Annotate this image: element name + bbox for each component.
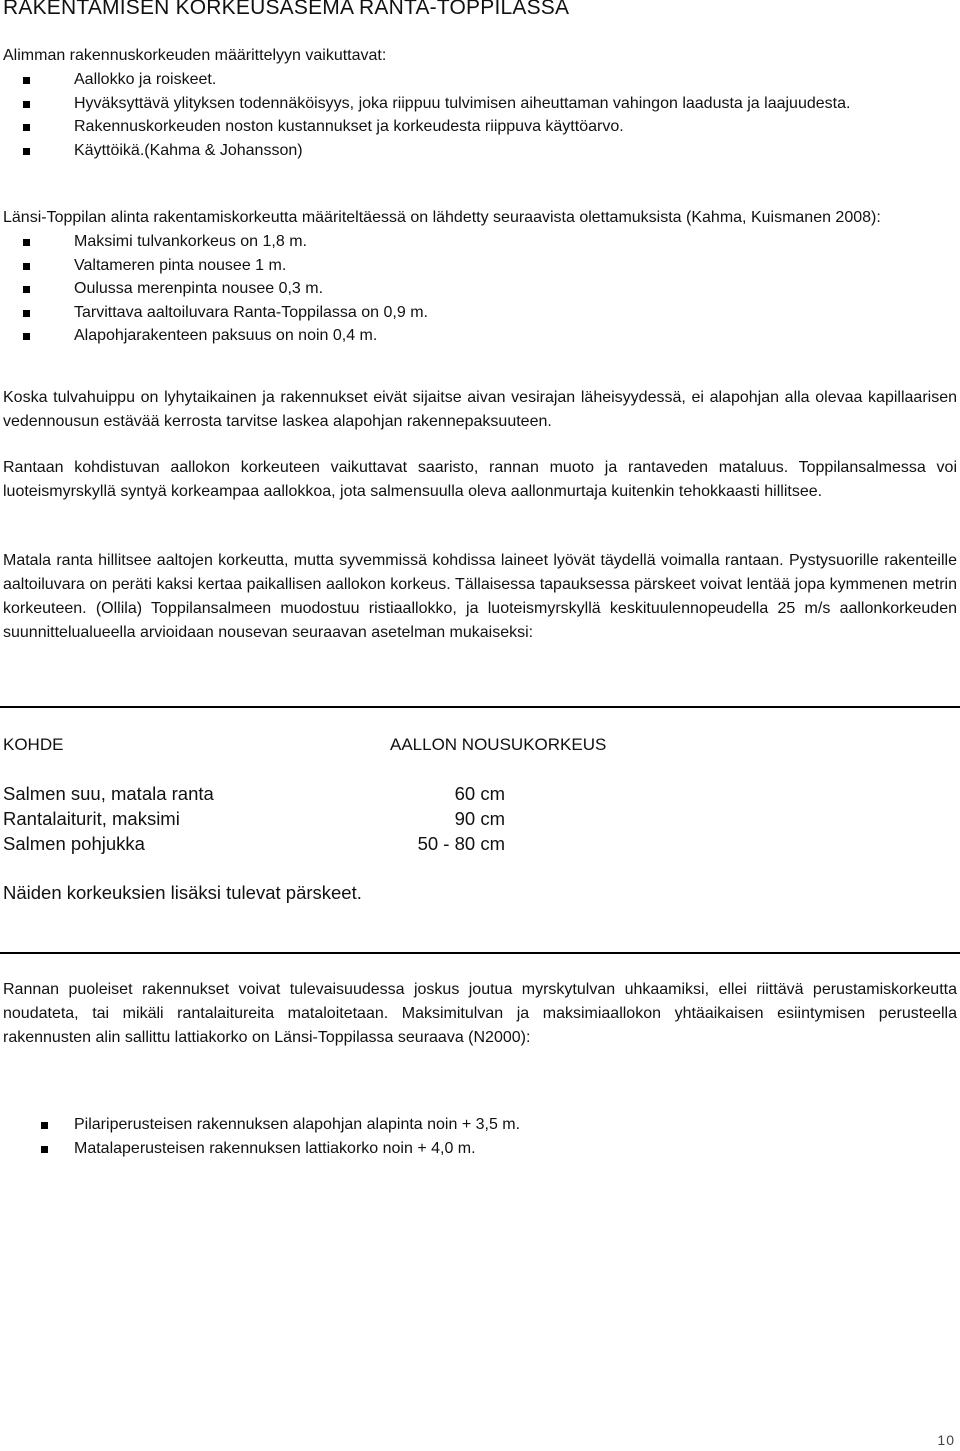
paragraph-capillary: Koska tulvahuippu on lyhytaikainen ja rakennukset eivät sijaitse aivan vesirajan läheisyydessä, ei alapohjan alla olevaa kapillaarisen vedennousun estävää kerrosta tarvitse laskea alapohjan rakennepaksuuteen. bbox=[3, 389, 957, 430]
bullet-square-icon bbox=[23, 101, 30, 108]
page-title: RAKENTAMISEN KORKEUSASEMA RANTA-TOPPILASSA bbox=[3, 0, 570, 19]
table-header-height: AALLON NOUSUKORKEUS bbox=[390, 735, 607, 754]
list-item: Valtameren pinta nousee 1 m. bbox=[3, 254, 957, 278]
list-item: Aallokko ja roiskeet. bbox=[3, 68, 957, 92]
list-item: Rakennuskorkeuden noston kustannukset ja korkeudesta riippuva käyttöarvo. bbox=[3, 115, 957, 139]
bullet-square-icon bbox=[23, 148, 30, 155]
intro-lead: Alimman rakennuskorkeuden määrittelyyn vaikuttavat: bbox=[3, 47, 387, 64]
list-item: Matalaperusteisen rakennuksen lattiakorko noin + 4,0 m. bbox=[3, 1137, 957, 1161]
bullet-square-icon bbox=[23, 310, 30, 317]
bullet-square-icon bbox=[23, 333, 30, 340]
closing-list bbox=[3, 1113, 957, 1160]
table-bottom-divider bbox=[0, 952, 960, 954]
bullet-square-icon bbox=[23, 124, 30, 131]
paragraph-shallow-shore: Matala ranta hillitsee aaltojen korkeutta, mutta syvemmissä kohdissa laineet lyövät täydellä voimalla rantaan. Pystysuorille rakenteille aaltoiluvara on peräti kaksi kertaa paikallisen aallokon korkeus. Tällaisessa tapauksessa pärskeet voivat lentää jopa kymmenen metrin korkeuteen. (Ollila) Toppilansalmeen muodostuu ristiaallokko, ja luoteismyrskyllä keskituulennopeudella 25 m/s aallonkorkeuden suunnittelualueella arvioidaan nousevan seuraavan asetelman mukaiseksi: bbox=[3, 552, 957, 641]
assumptions-list bbox=[3, 230, 957, 348]
table-row: Rantalaiturit, maksimi 90 cm bbox=[3, 808, 505, 829]
closing-list-wrap bbox=[3, 1113, 957, 1160]
assumptions-lead: Länsi-Toppilan alinta rakentamiskorkeutta määriteltäessä on lähdetty seuraavista olettamuksista (Kahma, Kuismanen 2008): bbox=[3, 209, 881, 226]
list-item: Maksimi tulvankorkeus on 1,8 m. bbox=[3, 230, 957, 254]
bullet-square-icon bbox=[23, 263, 30, 270]
page-number: 10 bbox=[937, 1432, 955, 1448]
table-row: Salmen pohjukka 50 - 80 cm bbox=[3, 833, 505, 854]
intro-list bbox=[3, 68, 957, 162]
table-header-place: KOHDE bbox=[3, 735, 64, 754]
table-row: Salmen suu, matala ranta 60 cm bbox=[3, 783, 505, 804]
paragraph-waves: Rantaan kohdistuvan aallokon korkeuteen vaikuttavat saaristo, rannan muoto ja rantaveden mataluus. Toppilansalmessa voi luoteismyrskyllä syntyä korkeampaa aallokkoa, jota salmensuulla oleva aallonmurtaja kuitenkin tehokkaasti hillitsee. bbox=[3, 459, 957, 500]
list-item: Pilariperusteisen rakennuksen alapohjan alapinta noin + 3,5 m. bbox=[3, 1113, 957, 1137]
list-item: Käyttöikä.(Kahma & Johansson) bbox=[3, 139, 957, 163]
bullet-square-icon bbox=[23, 286, 30, 293]
bullet-square-icon bbox=[23, 77, 30, 84]
list-item: Tarvittava aaltoiluvara Ranta-Toppilassa on 0,9 m. bbox=[3, 301, 957, 325]
list-item: Hyväksyttävä ylityksen todennäköisyys, joka riippuu tulvimisen aiheuttaman vahingon laadusta ja laajuudesta. bbox=[3, 92, 957, 116]
table-top-divider bbox=[0, 706, 960, 708]
bullet-square-icon bbox=[23, 239, 30, 246]
intro-section bbox=[3, 44, 957, 162]
closing-section bbox=[3, 978, 957, 1050]
bullet-square-icon bbox=[41, 1122, 48, 1129]
bullet-square-icon bbox=[41, 1146, 48, 1153]
closing-paragraph: Rannan puoleiset rakennukset voivat tulevaisuudessa joskus joutua myrskytulvan uhkaamiksi, ellei riittävä perustamiskorkeutta noudateta, tai mikäli rantalaitureita mataloitetaan. Maksimitulvan ja maksimiaallokon yhtäaikaisen esiintymisen perusteella rakennusten alin sallittu lattiakorko on Länsi-Toppilassa seuraava (N2000): bbox=[3, 981, 957, 1046]
list-item: Oulussa merenpinta nousee 0,3 m. bbox=[3, 277, 957, 301]
assumptions-section bbox=[3, 206, 957, 348]
table-note: Näiden korkeuksien lisäksi tulevat pärskeet. bbox=[3, 882, 362, 903]
list-item: Alapohjarakenteen paksuus on noin 0,4 m. bbox=[3, 324, 957, 348]
